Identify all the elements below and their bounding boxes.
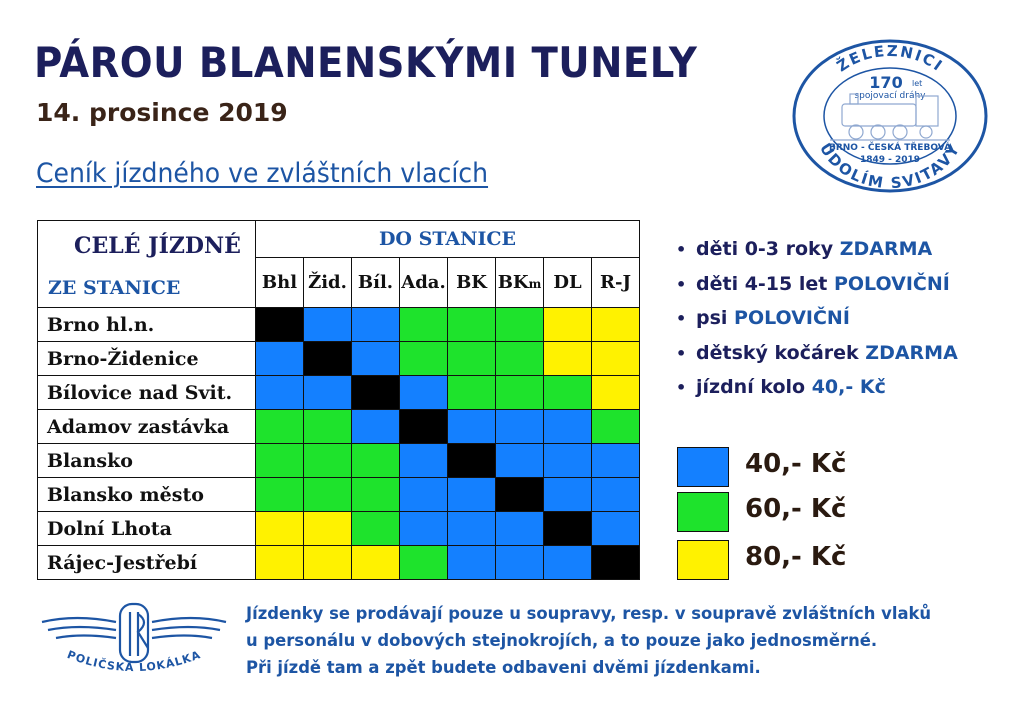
bullet-icon: • (676, 378, 687, 397)
note-item (676, 238, 958, 273)
fare-cell (496, 308, 544, 342)
table-row (38, 308, 640, 342)
fare-cell (592, 342, 640, 376)
seal-number: 170 (869, 73, 903, 92)
table-corner-header (38, 221, 256, 308)
fare-cell (448, 376, 496, 410)
svg-text:POLIČSKÁ LOKÁLKA (65, 648, 202, 674)
column-header (400, 257, 448, 307)
note-highlight: POLOVIČNÍ (833, 272, 950, 295)
bullet-icon: • (676, 343, 687, 363)
fare-cell (304, 342, 352, 376)
fare-notes (676, 238, 958, 411)
fare-cell (304, 512, 352, 546)
footer-line: Při jízdě tam a zpět budete odbaveni dvěmi jízdenkami. (246, 658, 761, 677)
fare-cell (496, 410, 544, 444)
fare-cell (544, 342, 592, 376)
note-item (676, 307, 958, 342)
fare-cell (496, 478, 544, 512)
fare-cell (352, 376, 400, 410)
station-name: Bílovice nad Svit. (38, 376, 256, 410)
fare-cell (496, 546, 544, 580)
table-row (38, 410, 640, 444)
column-header-label: Bhl (261, 271, 298, 293)
column-header (256, 257, 304, 307)
event-date: 14. prosince 2019 (36, 98, 288, 127)
station-name: Adamov zastávka (38, 410, 256, 444)
seal-line: spojovací dráhy (854, 91, 926, 101)
seal-route: BRNO - ČESKÁ TŘEBOVÁ (828, 143, 952, 153)
fare-cell (496, 376, 544, 410)
fare-cell (544, 376, 592, 410)
note-highlight: ZDARMA (839, 238, 933, 260)
fare-cell (400, 512, 448, 546)
fare-cell (592, 376, 640, 410)
table-row (38, 546, 640, 580)
fare-cell (400, 546, 448, 580)
note-item (676, 376, 958, 411)
fare-cell (544, 444, 592, 478)
legend-swatch-blue (677, 447, 729, 487)
fare-cell (592, 478, 640, 512)
fare-cell (352, 444, 400, 478)
note-highlight: ZDARMA (865, 341, 958, 364)
fare-cell (448, 342, 496, 376)
footer-note (246, 600, 998, 681)
fare-cell (352, 546, 400, 580)
fare-cell (496, 512, 544, 546)
note-item (676, 342, 958, 377)
fare-cell (400, 478, 448, 512)
policska-lokalka-logo (36, 600, 232, 682)
bullet-icon: • (676, 274, 687, 294)
fare-cell (448, 546, 496, 580)
note-item (676, 273, 958, 308)
note-text: dětský kočárek (696, 341, 866, 364)
table-row (38, 444, 640, 478)
column-header-label: BK (456, 271, 487, 293)
fare-cell (448, 410, 496, 444)
legend-label: 40,- Kč (745, 449, 847, 479)
fare-cell (544, 410, 592, 444)
note-highlight: 40,- Kč (811, 376, 886, 398)
legend-label: 80,- Kč (745, 542, 847, 572)
seal-top-text: ŽELEZNICI (833, 41, 947, 76)
fare-cell (400, 342, 448, 376)
page-title: PÁROU BLANENSKÝMI TUNELY (34, 38, 698, 87)
column-header (544, 257, 592, 307)
fare-cell (256, 376, 304, 410)
fare-cell (352, 478, 400, 512)
fare-cell (256, 512, 304, 546)
fare-cell (496, 444, 544, 478)
header-to: DO STANICE (256, 221, 640, 258)
logo-text: POLIČSKÁ LOKÁLKA (65, 648, 203, 675)
station-name: Dolní Lhota (38, 512, 256, 546)
fare-cell (304, 478, 352, 512)
fare-cell (400, 410, 448, 444)
fare-cell (304, 376, 352, 410)
legend-swatch-yellow (677, 540, 729, 580)
fare-cell (544, 308, 592, 342)
seal-years: 1849 - 2019 (859, 155, 921, 165)
fare-cell (256, 410, 304, 444)
station-name: Blansko (38, 444, 256, 478)
column-header (496, 257, 544, 307)
bullet-icon: • (676, 309, 687, 328)
fare-cell (352, 512, 400, 546)
legend-label: 60,- Kč (745, 494, 847, 524)
fare-cell (592, 308, 640, 342)
table-row (38, 512, 640, 546)
fare-cell (448, 444, 496, 478)
fare-cell (400, 444, 448, 478)
fare-cell (304, 546, 352, 580)
note-text: jízdní kolo (696, 376, 812, 398)
fare-cell (256, 342, 304, 376)
column-header (448, 257, 496, 307)
fare-cell (592, 512, 640, 546)
fare-cell (352, 308, 400, 342)
fare-cell (256, 308, 304, 342)
fare-cell (256, 478, 304, 512)
fare-cell (592, 546, 640, 580)
station-name: Brno-Židenice (38, 342, 256, 376)
fare-cell (304, 444, 352, 478)
column-header-label: Bíl. (357, 271, 394, 293)
page-subtitle: Ceník jízdného ve zvláštních vlacích (36, 158, 489, 189)
fare-cell (352, 410, 400, 444)
fare-cell (256, 444, 304, 478)
column-header-label: DL (553, 271, 582, 293)
bullet-icon: • (676, 240, 687, 259)
legend-swatch-green (677, 492, 729, 532)
column-header-label: Žid. (308, 271, 347, 293)
note-text: psi (696, 307, 735, 329)
fare-table (37, 220, 640, 580)
fare-cell (592, 444, 640, 478)
fare-cell (400, 376, 448, 410)
seal-let: let (912, 79, 923, 88)
fare-cell (400, 308, 448, 342)
fare-cell (256, 546, 304, 580)
fare-cell (448, 478, 496, 512)
fare-cell (352, 342, 400, 376)
anniversary-seal (790, 38, 990, 194)
station-name: Blansko město (38, 478, 256, 512)
column-header-subscript: m (528, 276, 542, 291)
column-header (352, 257, 400, 307)
station-name: Rájec-Jestřebí (38, 546, 256, 580)
table-row (38, 376, 640, 410)
note-text: děti 0-3 roky (696, 238, 840, 260)
fare-cell (592, 410, 640, 444)
station-name: Brno hl.n. (38, 308, 256, 342)
column-header-label: R-J (600, 271, 631, 293)
note-highlight: POLOVIČNÍ (734, 307, 850, 329)
fare-cell (304, 308, 352, 342)
fare-cell (448, 512, 496, 546)
footer-line: Jízdenky se prodávají pouze u soupravy, resp. v soupravě zvláštních vlaků (246, 604, 932, 623)
table-row (38, 342, 640, 376)
column-header-label: BK (497, 271, 529, 293)
column-header-label: Ada. (401, 271, 446, 293)
note-text: děti 4-15 let (696, 272, 834, 295)
table-row (38, 478, 640, 512)
fare-cell (304, 410, 352, 444)
fare-cell (544, 546, 592, 580)
column-header (304, 257, 352, 307)
footer-line: u personálu v dobových stejnokrojích, a to pouze jako jednosměrné. (246, 631, 878, 650)
fare-cell (448, 308, 496, 342)
header-main: CELÉ JÍZDNÉ (74, 233, 241, 259)
header-from: ZE STANICE (48, 277, 181, 299)
column-header (592, 257, 640, 307)
fare-cell (544, 512, 592, 546)
fare-cell (544, 478, 592, 512)
seal-bottom-text: ÚDOLÍM SVITAVY (815, 139, 964, 193)
fare-cell (496, 342, 544, 376)
